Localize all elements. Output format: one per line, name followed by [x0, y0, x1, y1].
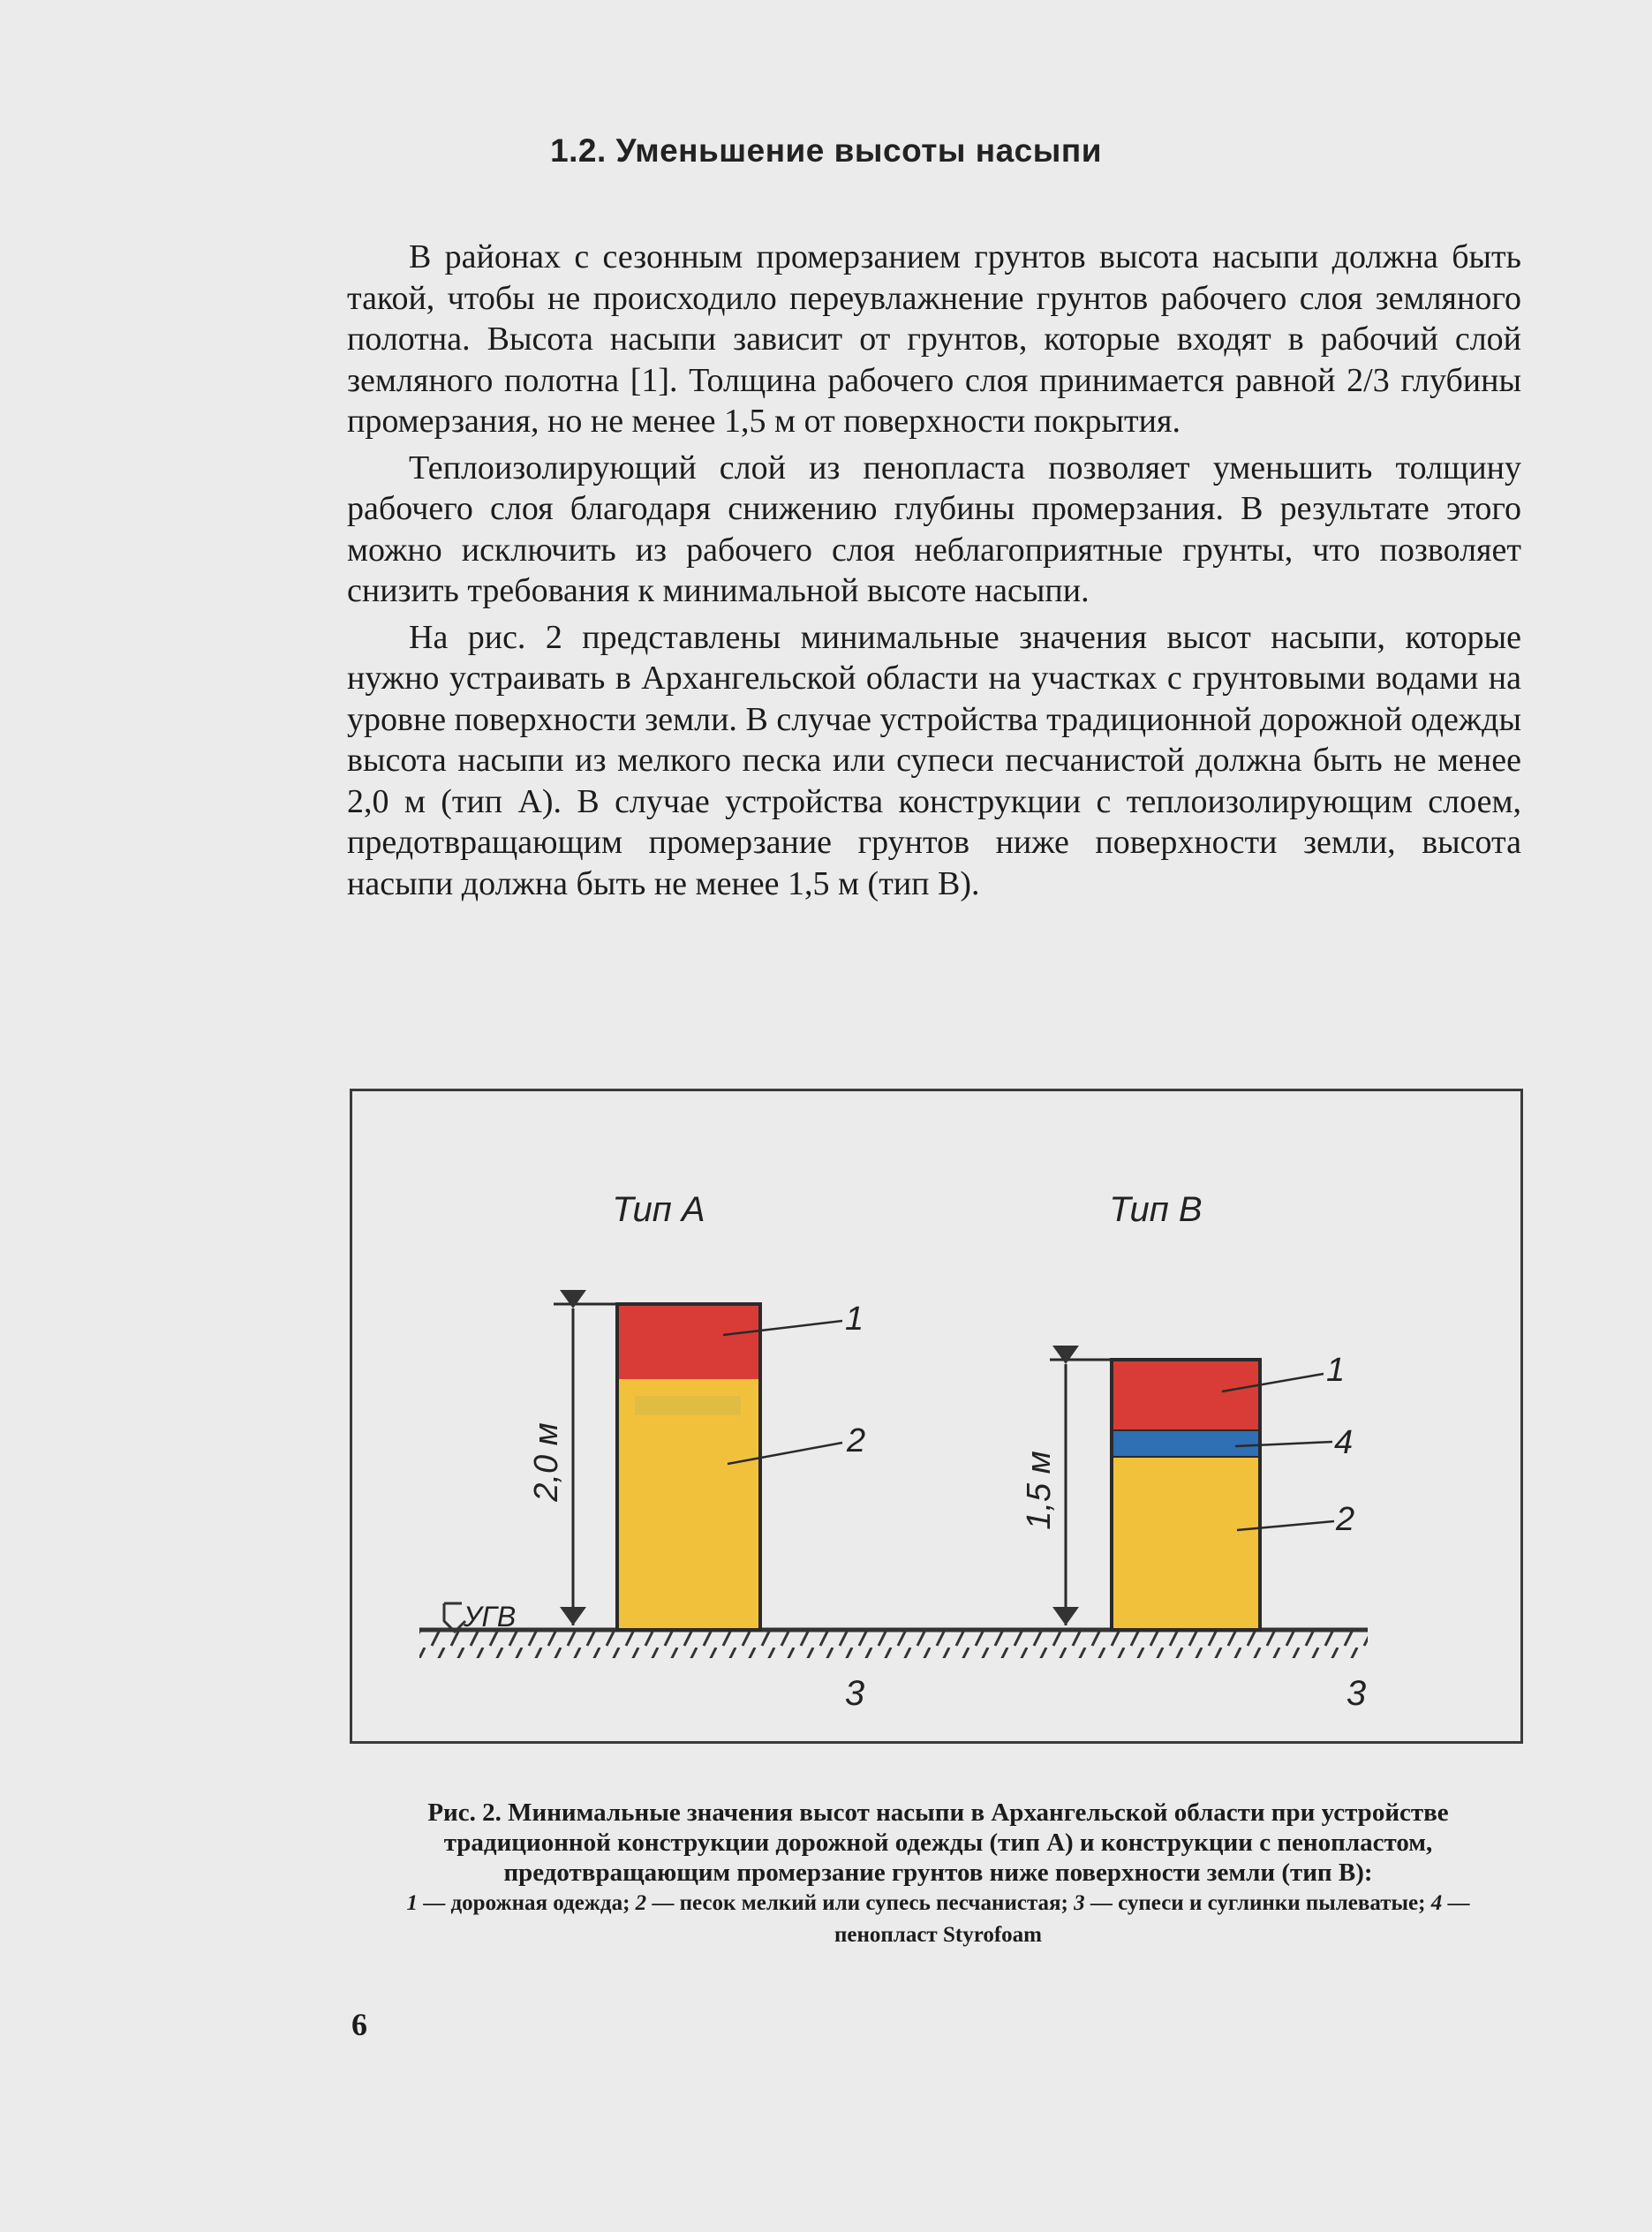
- ground-hatching: [419, 1632, 1368, 1658]
- paragraph: В районах с сезонным промерзанием грунтов высота насыпи должна быть такой, чтобы не происходило переувлажнение грунтов рабочего слоя земляного полотна. Высота насыпи зависит от грунтов, которые входят в рабочий слой земляного полотна [1]. Толщина рабочего слоя принимается равной 2/3 глубины промерзания, но не менее 1,5 м от поверхности покрытия.: [347, 238, 1521, 440]
- embankment-diagram: [352, 1091, 1520, 1741]
- type-a-layer-2: [617, 1379, 760, 1630]
- section-title: 1.2. Уменьшение высоты насыпи: [550, 132, 1102, 169]
- groundwater-level-icon: [444, 1603, 465, 1632]
- legend-num: 2: [635, 1891, 647, 1915]
- caption-legend: [353, 1888, 1523, 1951]
- page-number: 6: [351, 2007, 367, 2042]
- legend-num: 1: [406, 1891, 419, 1915]
- type-a-layer-1: [617, 1304, 760, 1379]
- type-b-label-4: 4: [1334, 1424, 1354, 1461]
- type-b-column: [1112, 1360, 1260, 1630]
- legend-text: — пенопласт Styrofoam: [834, 1891, 1470, 1947]
- legend-text: — дорожная одежда;: [423, 1891, 630, 1915]
- legend-text: — супеси и суглинки пылеватые;: [1090, 1891, 1426, 1915]
- paragraph: Теплоизолирующий слой из пенопласта позволяет уменьшить толщину рабочего слоя благодаря снижению глубины промерзания. В результате этого можно исключить из рабочего слоя неблагоприятные грунты, что позволяет снизить требования к минимальной высоте насыпи.: [347, 449, 1521, 609]
- type-b-height-label: 1,5 м: [1021, 1451, 1058, 1530]
- type-b-layer-2: [1112, 1457, 1260, 1630]
- ground-label-a: 3: [844, 1674, 865, 1713]
- type-b-layer-4: [1112, 1430, 1260, 1457]
- legend-text: — песок мелкий или супесь песчанистая;: [652, 1891, 1068, 1915]
- type-a-height-label: 2,0 м: [528, 1422, 565, 1502]
- type-b-label-1: 1: [1326, 1352, 1346, 1389]
- type-b-layer-1: [1112, 1360, 1260, 1430]
- type-a-label-1: 1: [845, 1301, 864, 1338]
- legend-num: 4: [1430, 1891, 1443, 1915]
- type-b-label-2: 2: [1336, 1501, 1355, 1538]
- figure-caption: [353, 1798, 1523, 1951]
- figure-frame: [350, 1089, 1523, 1744]
- caption-text: Рис. 2. Минимальные значения высот насыпи в Архангельской области при устройстве традиционной конструкции дорожной одежды (тип А) и конструкции с пенопластом, предотвращающим промерзание грунтов ниже поверхности земли (тип В):: [427, 1798, 1449, 1887]
- body-text: [347, 237, 1521, 909]
- legend-num: 3: [1074, 1891, 1085, 1915]
- ground-label-b: 3: [1346, 1674, 1367, 1713]
- type-b-title: Тип В: [1109, 1190, 1203, 1229]
- type-a-label-2: 2: [847, 1422, 866, 1459]
- groundwater-label: УГВ: [464, 1601, 517, 1633]
- type-a-title: Тип А: [612, 1190, 705, 1229]
- type-a-column: [617, 1304, 760, 1630]
- paragraph: На рис. 2 представлены минимальные значения высот насыпи, которые нужно устраивать в Архангельской области на участках с грунтовыми водами на уровне поверхности земли. В случае устройства традиционной дорожной одежды высота насыпи из мелкого песка или супеси песчанистой должна быть не менее 2,0 м (тип А). В случае устройства конструкции с теплоизолирующим слоем, предотвращающим промерзание грунтов ниже поверхности земли, высота насыпи должна быть не менее 1,5 м (тип В).: [347, 618, 1521, 902]
